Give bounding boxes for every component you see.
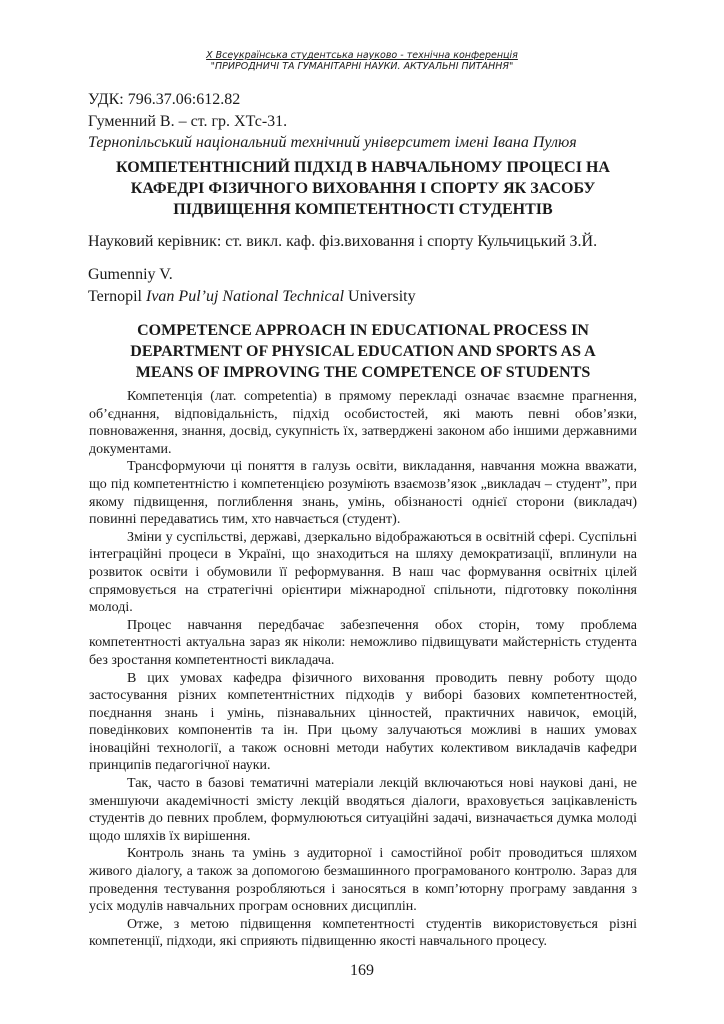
conference-theme: "ПРИРОДНИЧІ ТА ГУМАНІТАРНІ НАУКИ. АКТУАЛЬНІ ПИТАННЯ" [210,61,514,72]
article-title-ua: КОМПЕТЕНТНІСНИЙ ПІДХІД В НАВЧАЛЬНОМУ ПРОЦЕСІ НА КАФЕДРІ ФІЗИЧНОГО ВИХОВАННЯ І СПОРТУ ЯК ЗАСОБУ ПІДВИЩЕННЯ КОМПЕТЕНТНОСТІ СТУДЕНТІВ [116,159,610,218]
scientific-supervisor: Науковий керівник: ст. викл. каф. фіз.виховання і спорту Кульчицький З.Й. [88,233,598,250]
paragraph: Компетенція (лат. competentia) в прямому перекладі означає взаємне прагнення, об’єднання, відповідальність, підхід особистостей, які мають певні обов’язки, повноваження, знання, досвід, сукупність їх, затверджені законом або іншими державними документами. [89,389,637,457]
paragraph: В цих умовах кафедра фізичного виховання проводить певну роботу щодо застосування різних компетентністних підходів у виборі базових компетентностей, поєднання знань і умінь, пізнавальних цінностей, практичних навичок, емоцій, поведінкових компонентів та ін. При цьому залучаються можливі в наших умовах іноваційні технології, а також основні методи набутих колективом викладачів кафедри принципів педагогічної науки. [89,670,637,774]
university-en [88,286,648,308]
university-en-prefix: Ternopil [88,287,146,305]
paragraph: Трансформуючи ці поняття в галузь освіти, викладання, навчання можна вважати, що під компетентністю і компетенцією розуміють взаємозв’язок „викладач – студент”, при якому підвищення, поглиблення знань, умінь, обізнаності однієї сторони (викладач) повинні передаватись тим, хто навчається (студент). [89,459,637,528]
article-metadata [88,89,648,154]
article-title-en: COMPETENCE APPROACH IN EDUCATIONAL PROCESS IN DEPARTMENT OF PHYSICAL EDUCATION AND SPORTS AS A MEANS OF IMPROVING THE COMPETENCE OF STUDENTS [130,322,596,381]
paragraph: Так, часто в базові тематичні матеріали лекцій включаються нові наукові дані, не зменшуючи академічності змісту лекцій вводяться діалоги, враховується зацікавленість студентів до певних проблем, формулюються ситуаційні задачі, визначається думка молоді щодо шляхів їх вирішення. [89,776,637,844]
paragraph: Процес навчання передбачає забезпечення обох сторін, тому проблема компетентності актуальна зараз як ніколи: неможливо підвищувати майстерність студента без зростання компетентності викладача. [89,617,637,668]
university-en-italic: Ivan Pul’uj National Technical [145,287,345,305]
conference-header [0,50,724,72]
article-body [89,388,637,951]
paragraph: Отже, з метою підвищення компетентності студентів використовується різні компетенції, підходи, які сприяють підвищенню якості навчального процесу. [89,916,637,950]
university-ua: Тернопільський національний технічний університет імені Івана Пулюя [88,134,577,151]
paragraph: Контроль знань та умінь з аудиторної і самостійної робіт проводиться шляхом живого діалогу, а також за допомогою безмашинного програмованого контролю. Зараз для проведення тестування розробляються і заносяться в комп’юторну програму завдання з усіх модулів навчальних програм основних дисциплін. [89,846,637,915]
author-en: Gumenniy V. [88,266,173,283]
paragraph: Зміни у суспільстві, державі, дзеркально відображаються в освітній сфері. Суспільні інтеграційні процеси в Україні, що знаходиться на шляху демократизації, вплинули на розвиток освіти і обумовили її реформування. В наш час формування освітніх цілей спрямовується на стратегічні орієнтири міжнародної спільноти, підготовку покоління молоді. [89,529,637,616]
conference-title: X Всеукраїнська студентська науково - технічна конференція [206,50,518,61]
udk-code: УДК: 796.37.06:612.82 [88,91,241,108]
page-number: 169 [350,962,374,979]
english-metadata [88,264,648,307]
author-ua: Гуменний В. – ст. гр. ХТс-31. [88,112,288,130]
university-en-suffix: University [344,287,416,305]
